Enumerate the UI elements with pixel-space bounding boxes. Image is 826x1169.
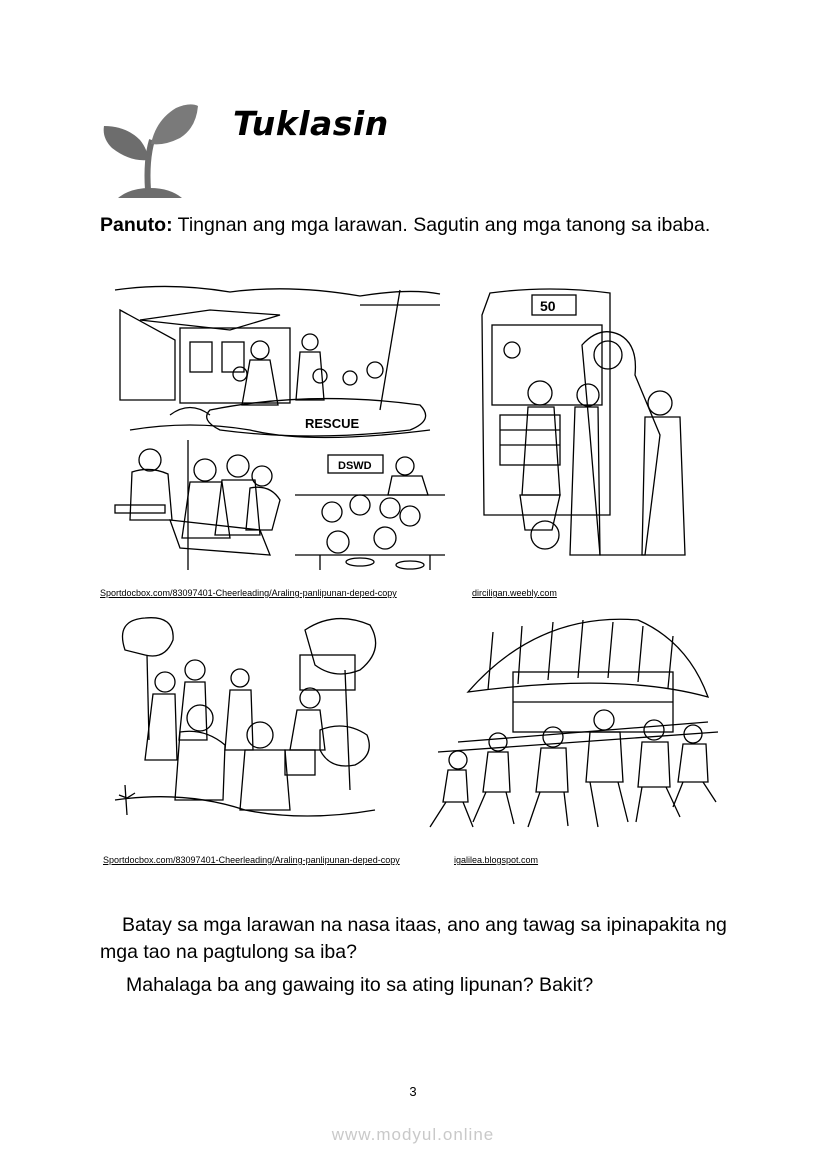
helping-elderly-illustration (470, 285, 710, 575)
image-credit-3[interactable]: Sportdocbox.com/83097401-Cheerleading/Araling-panlipunan-deped-copy (103, 855, 400, 865)
question-1: Batay sa mga larawan na nasa itaas, ano ang tawag sa ipinapakita ng mga tao na pagtulong sa iba? (100, 914, 727, 963)
image-credit-1[interactable]: Sportdocbox.com/83097401-Cheerleading/Araling-panlipunan-deped-copy (100, 588, 397, 598)
bayanihan-illustration (418, 612, 723, 837)
instruction-label: Panuto: (100, 214, 173, 236)
instruction-text: Tingnan ang mga larawan. Sagutin ang mga tanong sa ibaba. (172, 214, 711, 236)
rescue-sign: RESCUE (305, 416, 360, 431)
page-number: 3 (409, 1084, 417, 1099)
dswd-sign: DSWD (338, 460, 372, 472)
section-title: Tuklasin (233, 104, 389, 143)
tree-planting-illustration (105, 610, 385, 840)
instruction (100, 214, 710, 237)
sprout-icon (100, 100, 200, 200)
question-2: Mahalaga ba ang gawaing ito sa ating lipunan? Bakit? (126, 974, 594, 996)
image-credit-4[interactable]: igalilea.blogspot.com (454, 855, 539, 865)
bus-number: 50 (540, 298, 556, 314)
image-credit-2[interactable]: dirciligan.weebly.com (472, 588, 557, 598)
rescue-relief-illustration (110, 280, 445, 575)
watermark: www.modyul.online (331, 1125, 495, 1144)
